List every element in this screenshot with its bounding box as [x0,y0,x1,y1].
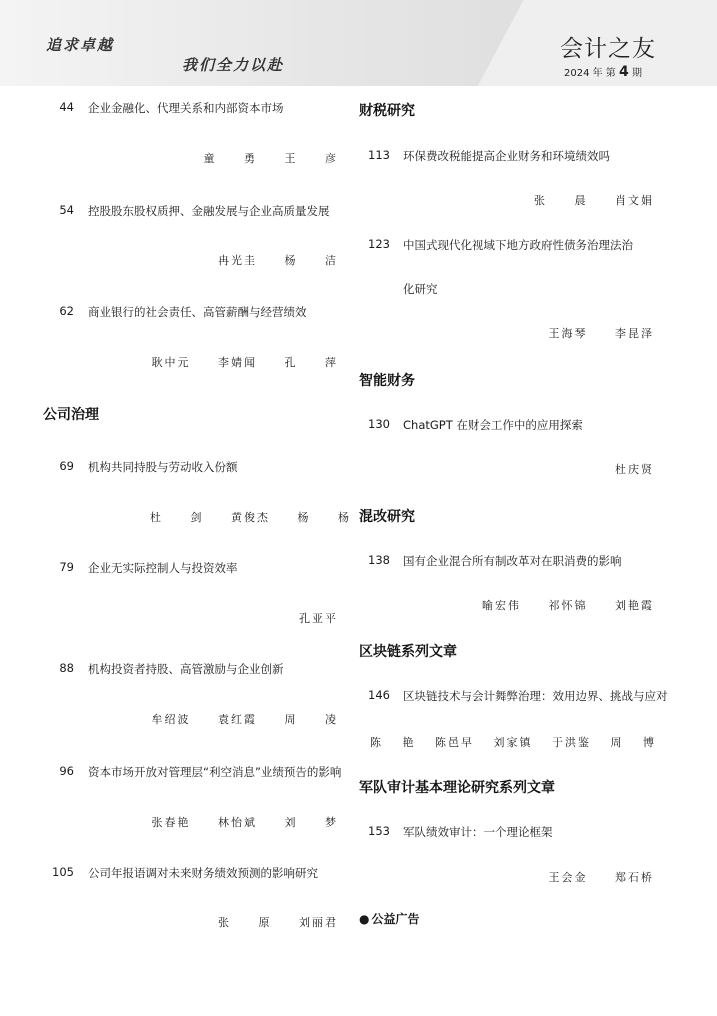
article-authors: 童 勇 王 彦 [203,152,338,165]
section-heading: 区块链系列文章 [359,644,457,660]
article-authors: 杜庆贤 [615,463,654,476]
article-page-number: 130 [368,417,390,431]
article-title[interactable]: ChatGPT 在财会工作中的应用探索 [403,418,583,432]
article-title[interactable]: 区块链技术与会计舞弊治理：效用边界、挑战与应对 [403,689,668,703]
article-title-continued[interactable]: 化研究 [403,282,438,296]
article-authors: 张 原 刘丽君 [218,916,338,929]
article-authors: 王会金 郑石桥 [548,871,654,884]
article-authors: 喻宏伟 祁怀锦 刘艳霞 [482,599,654,612]
article-page-number: 96 [59,764,74,778]
article-page-number: 153 [368,824,390,838]
article-title[interactable]: 公司年报语调对未来财务绩效预测的影响研究 [88,866,318,880]
section-heading: 混改研究 [359,509,415,525]
article-authors: 陈 艳 陈邑早 刘家镇 于洪鉴 周 博 [370,736,656,749]
header-banner [0,0,717,86]
article-page-number: 146 [368,688,390,702]
section-heading: 公司治理 [43,407,99,423]
article-authors: 张 晨 肖文娟 [534,194,654,207]
article-title[interactable]: 企业无实际控制人与投资效率 [88,561,238,575]
article-authors: 冉光圭 杨 洁 [218,254,338,267]
issue-number: 4 [619,64,629,80]
ad-label: 公益广告 [371,912,420,926]
article-title[interactable]: 军队绩效审计：一个理论框架 [403,825,553,839]
article-title[interactable]: 商业银行的社会责任、高管薪酬与经营绩效 [88,305,307,319]
article-authors: 张春艳 林怡斌 刘 梦 [151,816,338,829]
article-authors: 杜 剑 黄俊杰 杨 杨 [150,511,351,524]
article-title[interactable]: 企业金融化、代理关系和内部资本市场 [88,101,284,115]
slogan-line-1: 追求卓越 [46,36,115,54]
article-title[interactable]: 控股股东股权质押、金融发展与企业高质量发展 [88,204,330,218]
article-title[interactable]: 资本市场开放对管理层“利空消息”业绩预告的影响 [88,765,342,779]
article-page-number: 138 [368,553,390,567]
article-title[interactable]: 国有企业混合所有制改革对在职消费的影响 [403,554,622,568]
article-page-number: 113 [368,148,390,162]
section-heading: 财税研究 [359,103,415,119]
article-authors: 王海琴 李昆泽 [548,327,654,340]
issue-prefix: 2024 年 第 [564,68,616,79]
journal-name: 会计之友 [560,36,656,62]
article-title[interactable]: 机构投资者持股、高管激励与企业创新 [88,662,284,676]
article-authors: 牟绍波 袁红霞 周 凌 [151,713,338,726]
public-service-ad[interactable] [359,910,420,927]
issue-suffix: 期 [631,68,642,79]
article-title[interactable]: 机构共同持股与劳动收入份额 [88,460,238,474]
article-page-number: 79 [59,560,74,574]
slogan-line-2: 我们全力以赴 [182,56,285,74]
article-authors: 耿中元 李婧闻 孔 萍 [151,356,338,369]
article-page-number: 69 [59,459,74,473]
article-page-number: 88 [59,661,74,675]
article-page-number: 105 [52,865,74,879]
issue-label [564,64,642,80]
section-heading: 军队审计基本理论研究系列文章 [359,780,555,796]
article-title[interactable]: 环保费改税能提高企业财务和环境绩效吗 [403,149,610,163]
article-page-number: 54 [59,203,74,217]
bullet-dot-icon: ● [359,912,370,926]
article-authors: 孔亚平 [299,612,338,625]
article-page-number: 123 [368,237,390,251]
section-heading: 智能财务 [359,373,415,389]
article-title[interactable]: 中国式现代化视域下地方政府性债务治理法治 [403,238,633,252]
article-page-number: 62 [59,304,74,318]
article-page-number: 44 [59,100,74,114]
